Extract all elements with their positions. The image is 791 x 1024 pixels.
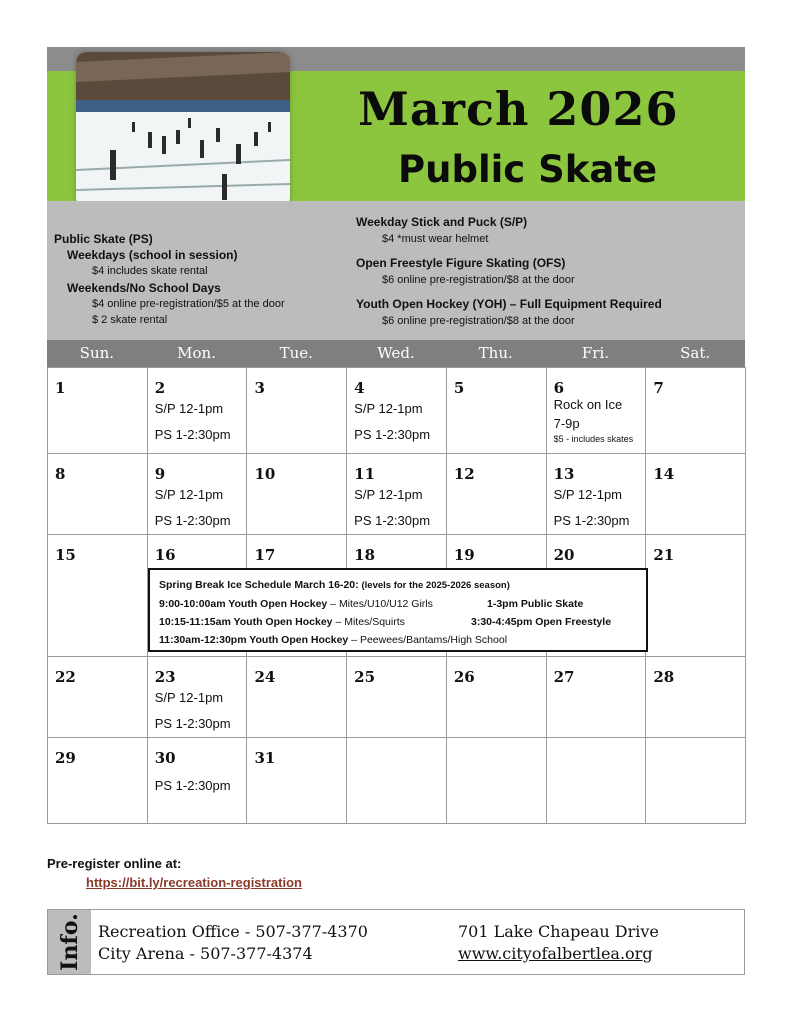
registration-link[interactable]: https://bit.ly/recreation-registration [86,875,302,890]
weekday-sat: Sat. [680,344,711,362]
calendar-day [48,657,148,738]
calendar-day [48,738,148,824]
day-number: 10 [254,465,276,483]
calendar-week [48,738,746,824]
info-tab [48,910,91,974]
preregister-label: Pre-register online at: [47,856,182,871]
weekends-rental: $ 2 skate rental [92,314,168,326]
page-title: March 2026 [358,82,679,136]
day-number: 9 [154,465,166,483]
spring-line-1 [159,598,433,610]
day-number: 12 [453,465,475,483]
calendar-day-empty [646,738,746,824]
calendar-day [247,454,347,535]
spring-line-3-time: 11:30am-12:30pm Youth Open Hockey [159,634,349,646]
spring-line-3-detail: – Peewees/Bantams/High School [348,634,508,646]
calendar-day [247,368,347,454]
spring-break-schedule [148,568,648,652]
event-stick-puck: S/P 12-1pm [354,487,423,502]
event-public-skate: PS 1-2:30pm [553,513,630,528]
sp-price: $4 *must wear helmet [382,233,489,245]
day-number: 22 [55,668,76,686]
calendar-day-empty [447,738,547,824]
spring-line-2-open-freestyle: 3:30-4:45pm Open Freestyle [471,616,612,628]
page-subtitle: Public Skate [398,148,658,191]
contact-info-box [47,909,745,975]
weekday-fri: Fri. [581,344,610,362]
calendar-day [247,657,347,738]
yoh-title: Youth Open Hockey (YOH) – Full Equipment Required [356,297,662,311]
day-number: 28 [653,668,675,686]
event-rock-price: $5 - includes skates [553,434,634,444]
day-number: 24 [254,668,276,686]
calendar-week [48,454,746,535]
calendar-day [148,657,248,738]
day-number: 3 [254,379,265,397]
ice-rink-photo [76,52,290,207]
day-number: 18 [354,546,376,564]
calendar-day [247,738,347,824]
day-number: 1 [55,379,66,397]
calendar-day [148,738,248,824]
day-number: 6 [553,379,565,397]
event-stick-puck: S/P 12-1pm [354,401,423,416]
weekdays-label: Weekdays (school in session) [67,248,238,262]
spring-line-1-time: 9:00-10:00am Youth Open Hockey [159,598,328,610]
day-number: 14 [653,465,675,483]
calendar-day [447,454,547,535]
calendar-day [547,657,647,738]
yoh-price: $6 online pre-registration/$8 at the door [382,315,575,327]
day-number: 16 [154,546,176,564]
event-rock-time: 7-9p [553,416,580,431]
event-stick-puck: S/P 12-1pm [154,690,224,705]
spring-break-levels: (levels for the 2025-2026 season) [361,580,510,591]
weekday-header [47,340,745,367]
day-number: 27 [553,668,575,686]
calendar-day [646,454,746,535]
calendar-week [48,657,746,738]
weekday-mon: Mon. [177,344,216,362]
weekday-tue: Tue. [279,344,313,362]
address: 701 Lake Chapeau Drive [458,922,659,941]
weekends-label: Weekends/No School Days [67,281,221,295]
calendar-day [148,368,248,454]
day-number: 25 [354,668,376,686]
event-public-skate: PS 1-2:30pm [154,513,231,528]
day-number: 2 [154,379,166,397]
sp-title: Weekday Stick and Puck (S/P) [356,215,528,229]
calendar-day [347,368,447,454]
calendar-day-empty [547,738,647,824]
calendar-day [646,535,746,657]
calendar-day [48,535,148,657]
calendar-day [447,368,547,454]
ofs-price: $6 online pre-registration/$8 at the door [382,274,575,286]
weekdays-price: $4 includes skate rental [92,265,208,277]
weekends-price: $4 online pre-registration/$5 at the door [92,298,285,310]
event-stick-puck: S/P 12-1pm [154,487,224,502]
calendar-day-empty [347,738,447,824]
ofs-title: Open Freestyle Figure Skating (OFS) [356,256,566,270]
calendar-day [646,368,746,454]
ice-rink-illustration [76,52,290,207]
event-rock-on-ice: Rock on Ice [553,397,623,412]
event-public-skate: PS 1-2:30pm [154,716,231,731]
weekday-sun: Sun. [79,344,115,362]
event-stick-puck: S/P 12-1pm [553,487,623,502]
calendar-day [547,368,647,454]
city-arena-phone: City Arena - 507-377-4374 [98,944,313,963]
day-number: 30 [154,749,176,767]
calendar-day [148,454,248,535]
calendar-day [547,454,647,535]
spring-line-1-public-skate: 1-3pm Public Skate [487,598,584,610]
website-link[interactable]: www.cityofalbertlea.org [458,944,653,963]
day-number: 31 [254,749,276,767]
calendar-week [48,368,746,454]
weekday-wed: Wed. [377,344,415,362]
ps-title: Public Skate (PS) [54,232,153,246]
calendar-day [347,657,447,738]
day-number: 17 [254,546,276,564]
weekday-thu: Thu. [478,344,513,362]
day-number: 29 [55,749,76,767]
calendar-day [646,657,746,738]
calendar-day [48,454,148,535]
event-public-skate: PS 1-2:30pm [154,427,231,442]
day-number: 19 [453,546,475,564]
info-tab-label: Info. [56,913,83,971]
spring-line-2-detail: – Mites/Squirts [332,616,405,628]
event-public-skate: PS 1-2:30pm [354,513,431,528]
day-number: 5 [453,379,465,397]
day-number: 23 [154,668,176,686]
spring-break-title: Spring Break Ice Schedule March 16-20: [159,579,359,591]
calendar-day [347,454,447,535]
event-public-skate: PS 1-2:30pm [154,778,231,793]
calendar-day [447,657,547,738]
day-number: 7 [653,379,664,397]
event-public-skate: PS 1-2:30pm [354,427,431,442]
day-number: 20 [553,546,575,564]
day-number: 11 [354,465,376,483]
day-number: 13 [553,465,575,483]
recreation-office-phone: Recreation Office - 507-377-4370 [98,922,368,941]
spring-line-1-detail: – Mites/U10/U12 Girls [327,598,433,610]
spring-line-3 [159,634,507,646]
day-number: 15 [55,546,76,564]
day-number: 26 [453,668,475,686]
event-stick-puck: S/P 12-1pm [154,401,224,416]
day-number: 4 [354,379,365,397]
calendar-day [48,368,148,454]
spring-break-heading [159,579,510,591]
spring-line-2 [159,616,405,628]
day-number: 21 [653,546,675,564]
spring-line-2-time: 10:15-11:15am Youth Open Hockey [159,616,333,628]
day-number: 8 [55,465,66,483]
